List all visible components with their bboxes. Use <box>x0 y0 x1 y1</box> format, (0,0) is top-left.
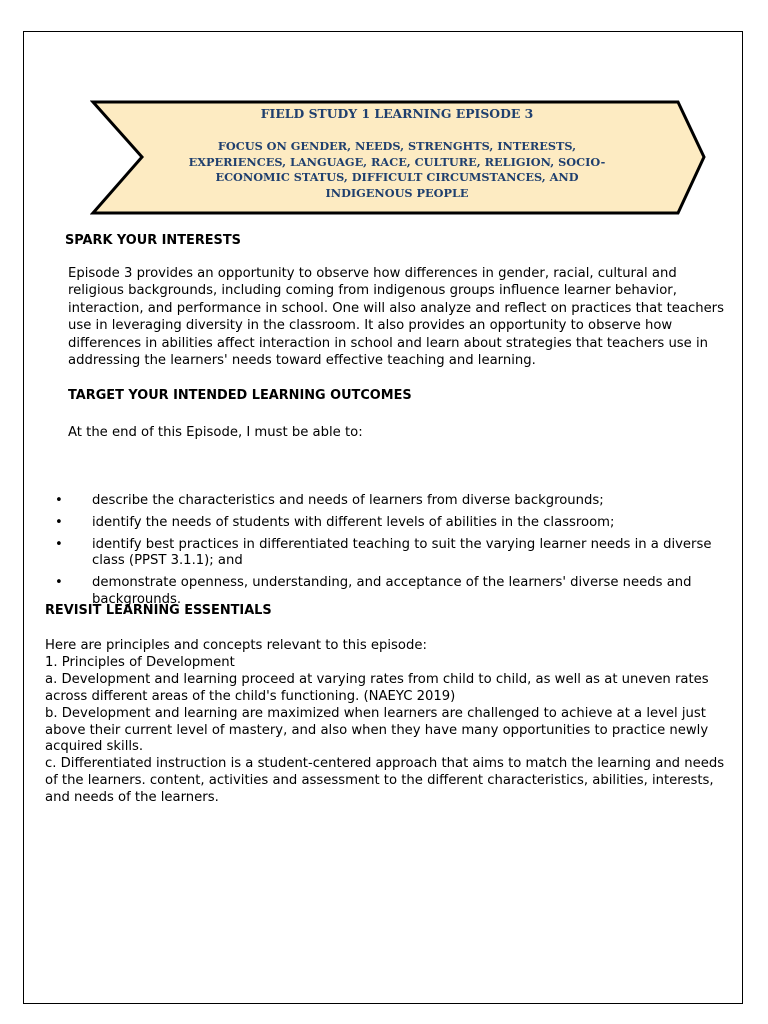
document-page <box>23 31 743 1004</box>
bullet-icon: • <box>55 536 63 552</box>
outcome-text: demonstrate openness, understanding, and acceptance of the learners' diverse needs and backgrounds. <box>92 575 692 607</box>
outcomes-list <box>52 493 732 614</box>
list-item <box>52 515 732 532</box>
outcome-text: identify best practices in differentiated teaching to suit the varying learner needs in a diverse class (PPST 3.1.1); and <box>92 536 712 569</box>
list-item <box>52 493 732 510</box>
banner-subtitle: FOCUS ON GENDER, NEEDS, STRENGHTS, INTERESTS, EXPERIENCES, LANGUAGE, RACE, CULTURE, RELIGION, SOCIO-ECONOMIC STATUS, DIFFICULT CIRCUMSTANCES, AND INDIGENOUS PEOPLE <box>188 139 606 201</box>
revisit-line: b. Development and learning are maximized when learners are challenged to achieve at a level just above their current level of mastery, and also when they have many opportunities to practice newly acquired skills. <box>45 705 709 755</box>
revisit-line: Here are principles and concepts relevant to this episode: <box>45 638 427 653</box>
revisit-heading: REVISIT LEARNING ESSENTIALS <box>45 603 272 618</box>
revisit-line: c. Differentiated instruction is a student-centered approach that aims to match the learning and needs of the learners. content, activities and assessment to the different characteristics, abilities, interests, and needs of the learners. <box>45 756 725 806</box>
list-item <box>52 537 732 571</box>
spark-heading: SPARK YOUR INTERESTS <box>65 233 241 248</box>
episode-banner <box>90 100 706 215</box>
target-heading: TARGET YOUR INTENDED LEARNING OUTCOMES <box>68 388 412 403</box>
bullet-icon: • <box>55 575 63 591</box>
bullet-icon: • <box>55 493 63 508</box>
revisit-line: 1. Principles of Development <box>45 654 235 670</box>
banner-title: FIELD STUDY 1 LEARNING EPISODE 3 <box>260 106 534 121</box>
target-intro: At the end of this Episode, I must be able to: <box>68 425 363 440</box>
outcome-text: identify the needs of students with different levels of abilities in the classroom; <box>92 514 615 530</box>
spark-paragraph: Episode 3 provides an opportunity to observe how differences in gender, racial, cultural and religious backgrounds, including coming from indigenous groups influence learner behavior, interaction, and performance in school. One will also analyze and reflect on practices that teachers use in leveraging diversity in the classroom. It also provides an opportunity to observe how differences in abilities affect interaction in school and learn about strategies that teachers use in addressing the learners' needs toward effective teaching and learning. <box>68 266 724 369</box>
outcome-text: describe the characteristics and needs of learners from diverse backgrounds; <box>92 493 604 508</box>
revisit-line: a. Development and learning proceed at varying rates from child to child, as well as at uneven rates across different areas of the child's functioning. (NAEYC 2019) <box>45 671 709 704</box>
revisit-body <box>45 638 735 807</box>
bullet-icon: • <box>55 514 63 530</box>
banner-text <box>186 106 608 202</box>
